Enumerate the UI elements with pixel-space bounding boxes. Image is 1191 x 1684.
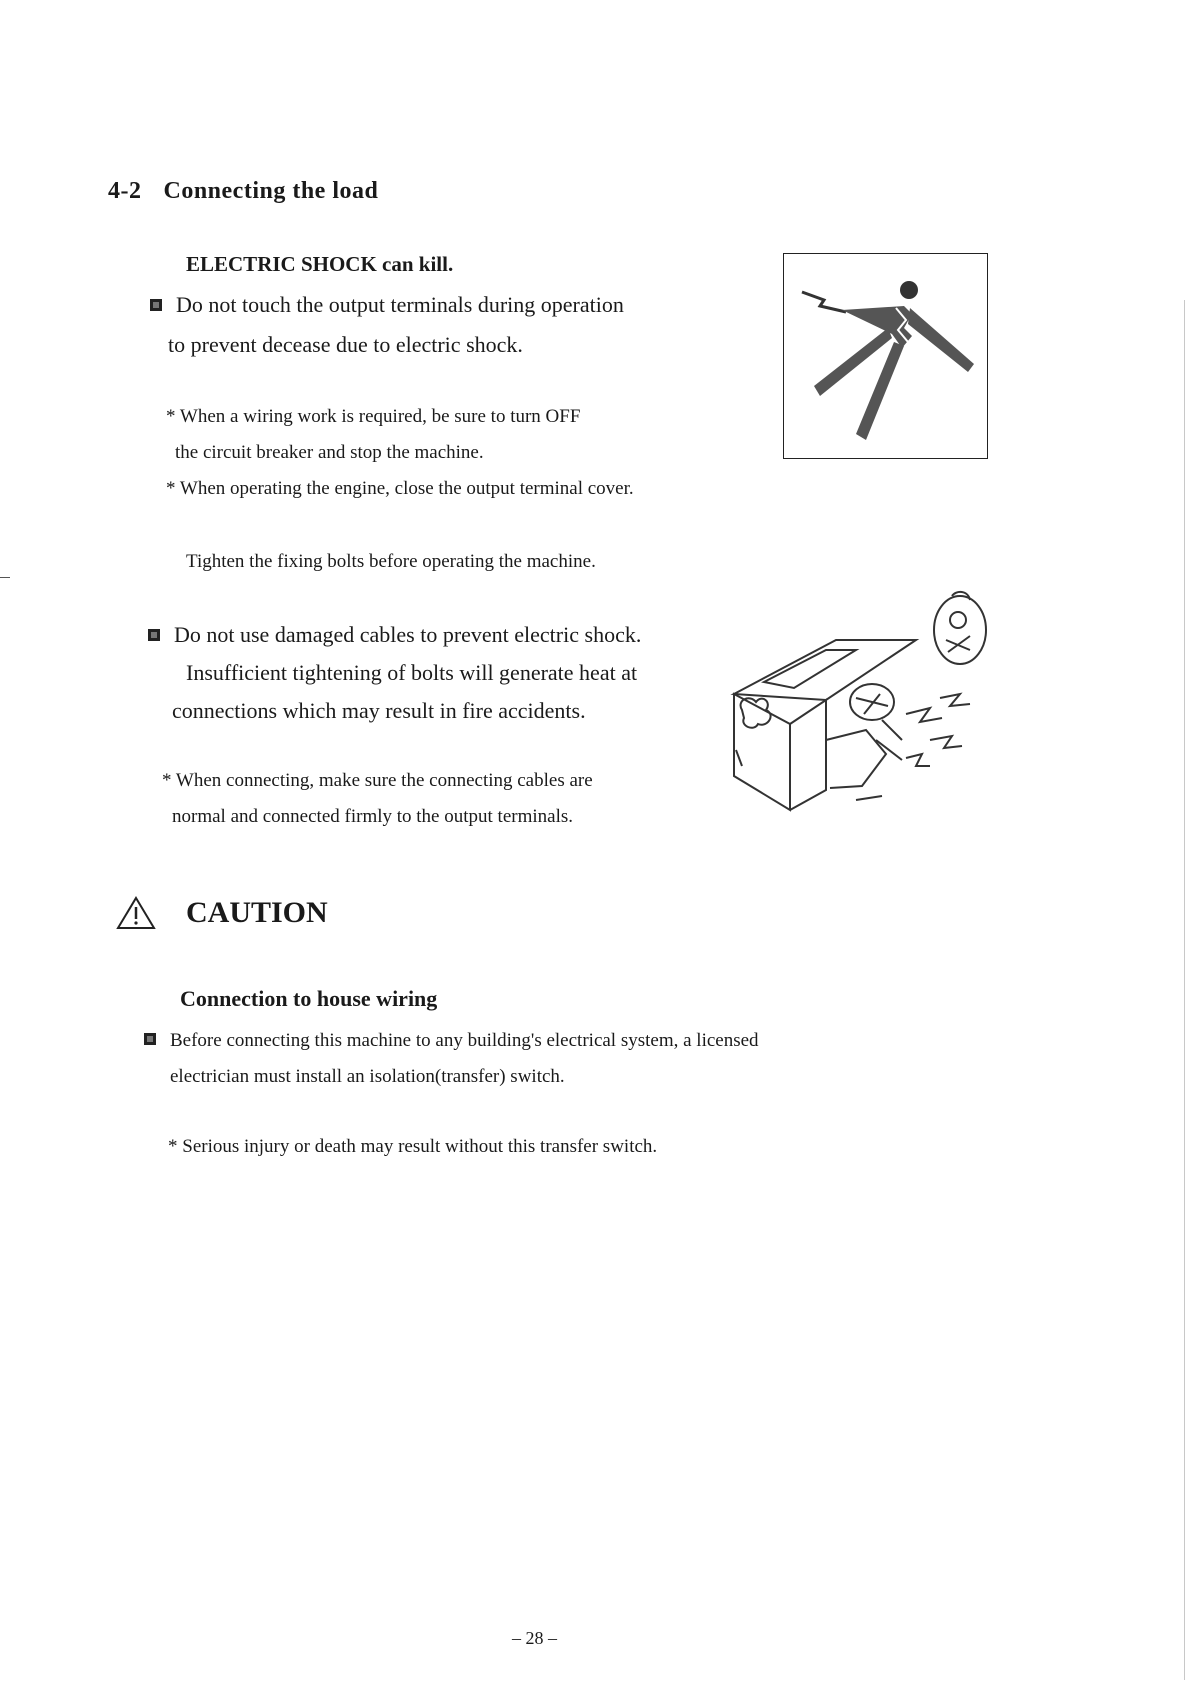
square-bullet-icon [144,1033,156,1045]
caution-note: * Serious injury or death may result without this transfer switch. [168,1136,658,1157]
caution-item-line-2: electrician must install an isolation(transfer) switch. [170,1066,565,1087]
warning-note-3-line-1: * When connecting, make sure the connecting cables are [162,770,593,791]
warning-item-2-line-2: Insufficient tightening of bolts will generate heat at [186,660,638,685]
generator-fire-hazard-icon [706,590,1006,820]
warning-item-2-line-3: connections which may result in fire accidents. [172,698,586,723]
section-title [108,178,378,205]
warning-item-2-line-1 [148,622,641,648]
section-number: 4-2 [108,178,142,204]
caution-item-text: Before connecting this machine to any building's electrical system, a licensed [170,1030,759,1051]
caution-item-line-1 [144,1030,759,1052]
square-bullet-icon [150,299,162,311]
warning-item-1-line-2: to prevent decease due to electric shock. [168,332,523,357]
warning-note-3-line-2: normal and connected firmly to the output terminals. [172,806,574,827]
warning-item-1-text: Do not touch the output terminals during operation [176,292,624,317]
warning-note-1-line-1: * When a wiring work is required, be sure to turn OFF [166,406,581,427]
page-number: – 28 – [512,1628,557,1648]
square-bullet-icon [148,629,160,641]
warning-note-1-line-2: the circuit breaker and stop the machine. [175,442,484,463]
caution-subheading: Connection to house wiring [180,986,438,1011]
tighten-bolts-text: Tighten the fixing bolts before operating the machine. [186,551,596,572]
caution-heading: CAUTION [186,896,328,929]
warning-item-2-text: Do not use damaged cables to prevent electric shock. [174,622,642,647]
section-title-text: Connecting the load [163,178,379,204]
warning-heading: ELECTRIC SHOCK can kill. [186,252,454,276]
caution-triangle-icon [116,896,156,930]
scan-edge-line [1184,300,1185,1680]
electric-shock-figure-icon [783,253,988,459]
scan-margin-mark [0,577,10,578]
warning-item-1-line-1 [150,292,624,318]
warning-note-2: * When operating the engine, close the output terminal cover. [166,478,634,499]
